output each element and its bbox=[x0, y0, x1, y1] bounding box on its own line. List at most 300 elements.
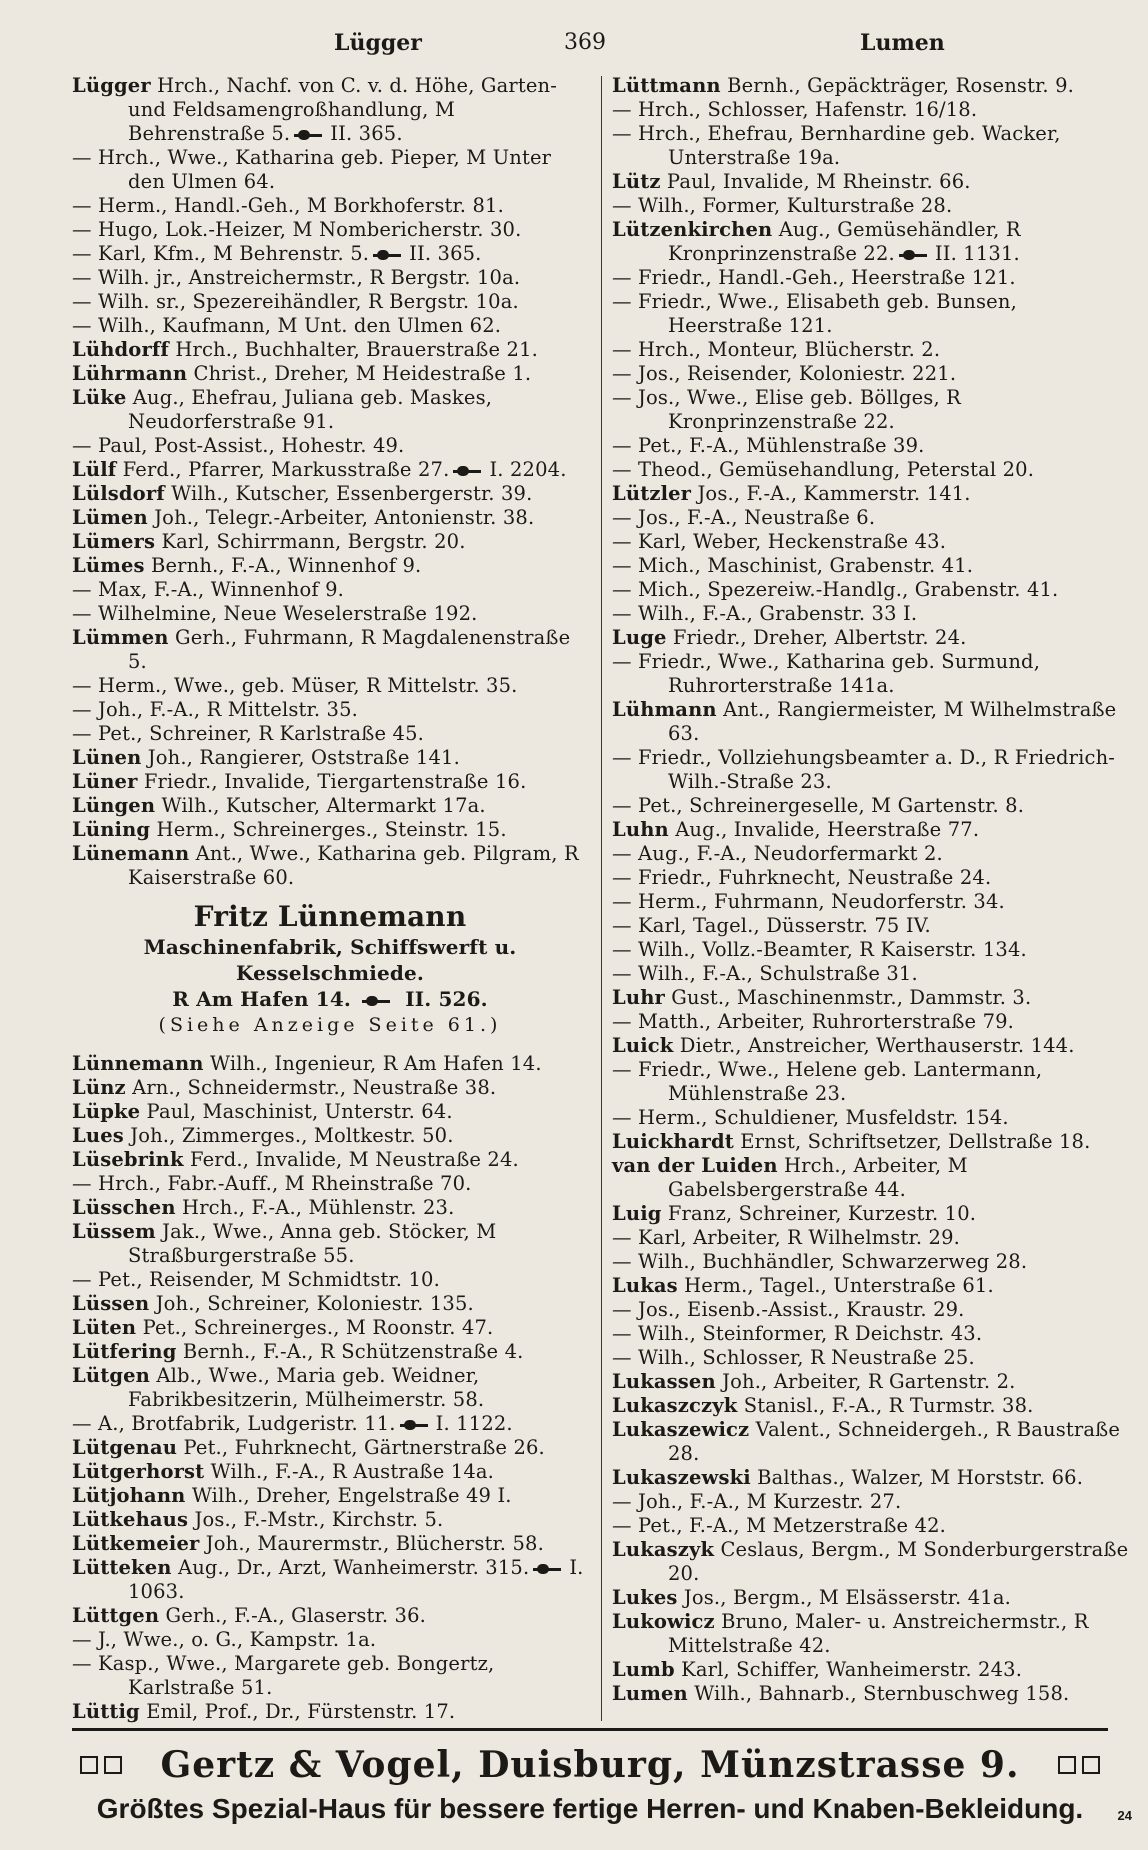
entry-details: — Pet., F.-A., Mühlenstraße 39. bbox=[612, 434, 925, 457]
directory-entry bbox=[612, 1490, 1134, 1514]
directory-entry bbox=[72, 1556, 592, 1604]
directory-entry bbox=[612, 1610, 1134, 1658]
directory-entry bbox=[612, 1034, 1134, 1058]
entry-details: Paul, Maschinist, Unterstr. 64. bbox=[140, 1100, 453, 1123]
directory-entry bbox=[612, 1418, 1134, 1466]
entry-details: Paul, Invalide, M Rheinstr. 66. bbox=[660, 170, 971, 193]
directory-entry bbox=[612, 1058, 1134, 1106]
entry-surname: Luig bbox=[612, 1202, 662, 1225]
directory-entry bbox=[612, 1514, 1134, 1538]
entry-details: — Herm., Schuldiener, Musfeldstr. 154. bbox=[612, 1106, 1009, 1129]
directory-entry bbox=[72, 1196, 592, 1220]
left-entry-list-2 bbox=[72, 1052, 592, 1724]
entry-surname: Lumb bbox=[612, 1658, 675, 1681]
page-number: 369 bbox=[564, 30, 606, 55]
directory-entry bbox=[612, 218, 1134, 266]
entry-details: — Friedr., Fuhrknecht, Neustraße 24. bbox=[612, 866, 992, 889]
directory-entry bbox=[72, 338, 592, 362]
entry-surname: Lütgerhorst bbox=[72, 1460, 205, 1483]
column-divider bbox=[601, 76, 602, 1721]
entry-details: Aug., Invalide, Heerstraße 77. bbox=[668, 818, 980, 841]
entry-details: Wilh., Bahnarb., Sternbuschweg 158. bbox=[687, 1682, 1070, 1705]
ad-title: Fritz Lünnemann bbox=[193, 900, 467, 933]
entry-surname: Lüke bbox=[72, 386, 127, 409]
entry-surname: Lüten bbox=[72, 1316, 137, 1339]
entry-surname: Lütjohann bbox=[72, 1484, 186, 1507]
entry-details: — Wilh., F.-A., Grabenstr. 33 I. bbox=[612, 602, 918, 625]
directory-entry bbox=[612, 1130, 1134, 1154]
entry-surname: Lünz bbox=[72, 1076, 126, 1099]
directory-entry bbox=[72, 1532, 592, 1556]
entry-details: — Wilh., Schlosser, R Neustraße 25. bbox=[612, 1346, 975, 1369]
entry-details: Valent., Schneidergeh., R Baustraße 28. bbox=[668, 1418, 1121, 1465]
directory-entry bbox=[72, 1508, 592, 1532]
entry-details: Gerh., Fuhrmann, R Magdalenenstraße 5. bbox=[128, 626, 571, 673]
telephone-icon bbox=[453, 466, 485, 476]
entry-surname: Lülf bbox=[72, 458, 117, 481]
directory-entry bbox=[72, 794, 592, 818]
footer-advertisement bbox=[72, 1740, 1132, 1830]
entry-surname: Lukassen bbox=[612, 1370, 716, 1393]
directory-entry bbox=[72, 602, 592, 626]
banner-slogan-line: Größtes Spezial-Haus für bessere fertige Herren- und Knaben-Bekleidung. bbox=[96, 1793, 1084, 1824]
directory-entry bbox=[612, 1298, 1134, 1322]
entry-details: — Hrch., Ehefrau, Bernhardine geb. Wacker, Unterstraße 19a. bbox=[612, 122, 1061, 169]
directory-entry bbox=[72, 746, 592, 770]
entry-details: Wilh., Dreher, Engelstraße 49 I. bbox=[185, 1484, 512, 1507]
entry-details: — Friedr., Vollziehungsbeamter a. D., R Friedrich-Wilh.-Straße 23. bbox=[612, 746, 1116, 793]
entry-surname: Lues bbox=[72, 1124, 124, 1147]
directory-entry bbox=[612, 554, 1134, 578]
signature-mark: 24 bbox=[1117, 1808, 1132, 1823]
directory-entry bbox=[612, 362, 1134, 386]
directory-entry bbox=[612, 626, 1134, 650]
entry-surname: Lünnemann bbox=[72, 1052, 204, 1075]
directory-entry bbox=[72, 1604, 592, 1628]
directory-entry bbox=[612, 1154, 1134, 1202]
entry-details: — Hugo, Lok.-Heizer, M Nombericherstr. 30. bbox=[72, 218, 522, 241]
entry-details: — Mich., Maschinist, Grabenstr. 41. bbox=[612, 554, 974, 577]
directory-entry bbox=[612, 938, 1134, 962]
directory-entry bbox=[612, 338, 1134, 362]
entry-details: — Matth., Arbeiter, Ruhrorterstraße 79. bbox=[612, 1010, 1015, 1033]
directory-entry bbox=[612, 170, 1134, 194]
directory-entry bbox=[72, 1052, 592, 1076]
banner-company-line: Gertz & Vogel, Duisburg, Münzstrasse 9. bbox=[160, 1744, 1020, 1786]
directory-entry bbox=[612, 578, 1134, 602]
entry-phone: I. 2204. bbox=[489, 458, 567, 481]
entry-details: — Paul, Post-Assist., Hohestr. 49. bbox=[72, 434, 405, 457]
directory-entry bbox=[72, 146, 592, 194]
entry-surname: Lütteken bbox=[72, 1556, 172, 1579]
directory-entry bbox=[612, 650, 1134, 698]
telephone-icon bbox=[899, 250, 931, 260]
entry-details: — Joh., F.-A., R Mittelstr. 35. bbox=[72, 698, 358, 721]
directory-entry bbox=[72, 1220, 592, 1268]
entry-details: Karl, Schiffer, Wanheimerstr. 243. bbox=[674, 1658, 1023, 1681]
directory-entry bbox=[612, 1106, 1134, 1130]
entry-surname: Lüpke bbox=[72, 1100, 141, 1123]
entry-details: — Pet., Schreiner, R Karlstraße 45. bbox=[72, 722, 424, 745]
entry-details: — Karl, Kfm., M Behrenstr. 5. bbox=[72, 242, 370, 265]
entry-details: Ferd., Invalide, M Neustraße 24. bbox=[183, 1148, 519, 1171]
entry-details: Aug., Dr., Arzt, Wanheimerstr. 315. bbox=[171, 1556, 530, 1579]
entry-details: Wilh., Kutscher, Essenbergerstr. 39. bbox=[164, 482, 533, 505]
entry-details: — Max, F.-A., Winnenhof 9. bbox=[72, 578, 345, 601]
entry-details: Pet., Fuhrknecht, Gärtnerstraße 26. bbox=[177, 1436, 545, 1459]
telephone-icon bbox=[362, 996, 394, 1006]
entry-phone: II. 365. bbox=[330, 122, 403, 145]
directory-entry bbox=[72, 1268, 592, 1292]
directory-entry bbox=[72, 1484, 592, 1508]
entry-details: Stanisl., F.-A., R Turmstr. 38. bbox=[737, 1394, 1034, 1417]
entry-details: — Theod., Gemüsehandlung, Peterstal 20. bbox=[612, 458, 1035, 481]
telephone-icon bbox=[533, 1564, 565, 1574]
directory-entry bbox=[72, 386, 592, 434]
entry-surname: Lüttgen bbox=[72, 1604, 160, 1627]
directory-entry bbox=[612, 842, 1134, 866]
entry-surname: Lümers bbox=[72, 530, 156, 553]
entry-details: — Wilh., Buchhändler, Schwarzerweg 28. bbox=[612, 1250, 1028, 1273]
entry-surname: Lümmen bbox=[72, 626, 169, 649]
directory-entry bbox=[612, 1394, 1134, 1418]
directory-entry bbox=[612, 818, 1134, 842]
directory-entry bbox=[72, 1124, 592, 1148]
entry-details: — Jos., Eisenb.-Assist., Kraustr. 29. bbox=[612, 1298, 965, 1321]
directory-entry bbox=[72, 218, 592, 242]
entry-surname: Lütfering bbox=[72, 1340, 177, 1363]
entry-surname: Lütkemeier bbox=[72, 1532, 200, 1555]
entry-details: Jak., Wwe., Anna geb. Stöcker, M Straßburgerstraße 55. bbox=[128, 1220, 497, 1267]
directory-entry bbox=[72, 1364, 592, 1412]
right-column bbox=[612, 74, 1134, 1706]
entry-details: Gust., Maschinenmstr., Dammstr. 3. bbox=[664, 986, 1032, 1009]
entry-details: — Hrch., Fabr.-Auff., M Rheinstraße 70. bbox=[72, 1172, 472, 1195]
directory-entry bbox=[612, 194, 1134, 218]
entry-details: Ferd., Pfarrer, Markusstraße 27. bbox=[116, 458, 450, 481]
directory-entry bbox=[72, 1292, 592, 1316]
directory-entry bbox=[72, 362, 592, 386]
entry-details: Aug., Ehefrau, Juliana geb. Maskes, Neudorferstraße 91. bbox=[126, 386, 493, 433]
directory-entry bbox=[612, 1682, 1134, 1706]
entry-details: Balthas., Walzer, M Horststr. 66. bbox=[750, 1466, 1084, 1489]
directory-entry bbox=[72, 1172, 592, 1196]
entry-details: Karl, Schirrmann, Bergstr. 20. bbox=[155, 530, 466, 553]
entry-details: Friedr., Invalide, Tiergartenstraße 16. bbox=[137, 770, 527, 793]
directory-entry bbox=[72, 1340, 592, 1364]
directory-entry bbox=[612, 98, 1134, 122]
directory-entry bbox=[72, 1652, 592, 1700]
entry-details: Bernh., F.-A., R Schützenstraße 4. bbox=[176, 1340, 524, 1363]
directory-entry bbox=[72, 1460, 592, 1484]
entry-phone: I. 1063. bbox=[128, 1556, 584, 1603]
advertisement-inline bbox=[68, 900, 592, 1038]
entry-details: Bernh., Gepäckträger, Rosenstr. 9. bbox=[720, 74, 1074, 97]
entry-surname: Lümen bbox=[72, 506, 148, 529]
directory-entry bbox=[72, 482, 592, 506]
directory-entry bbox=[612, 1322, 1134, 1346]
entry-details: — Wilh., Kaufmann, M Unt. den Ulmen 62. bbox=[72, 314, 502, 337]
entry-details: — Pet., F.-A., M Metzerstraße 42. bbox=[612, 1514, 947, 1537]
entry-surname: Luickhardt bbox=[612, 1130, 734, 1153]
entry-details: Hrch., Arbeiter, M Gabelsbergerstraße 44. bbox=[668, 1154, 968, 1201]
directory-entry bbox=[72, 626, 592, 674]
directory-entry bbox=[72, 266, 592, 290]
directory-entry bbox=[72, 674, 592, 698]
directory-entry bbox=[612, 962, 1134, 986]
directory-entry bbox=[72, 1700, 592, 1724]
entry-details: — Wilh. sr., Spezereihändler, R Bergstr. 10a. bbox=[72, 290, 519, 313]
directory-entry bbox=[72, 578, 592, 602]
directory-entry bbox=[72, 74, 592, 146]
entry-details: Jos., Bergm., M Elsässerstr. 41a. bbox=[677, 1586, 1011, 1609]
entry-details: — Karl, Arbeiter, R Wilhelmstr. 29. bbox=[612, 1226, 961, 1249]
directory-entry bbox=[72, 770, 592, 794]
directory-entry bbox=[612, 266, 1134, 290]
entry-details: — Wilh., Former, Kulturstraße 28. bbox=[612, 194, 953, 217]
entry-details: Christ., Dreher, M Heidestraße 1. bbox=[187, 362, 532, 385]
entry-details: — Jos., F.-A., Neustraße 6. bbox=[612, 506, 876, 529]
entry-surname: Lüning bbox=[72, 818, 151, 841]
directory-entry bbox=[612, 1658, 1134, 1682]
entry-details: — Karl, Weber, Heckenstraße 43. bbox=[612, 530, 947, 553]
directory-entry bbox=[612, 1538, 1134, 1586]
directory-entry bbox=[612, 530, 1134, 554]
entry-surname: Lüsebrink bbox=[72, 1148, 184, 1171]
telephone-icon bbox=[400, 1420, 432, 1430]
entry-surname: Lukaszewicz bbox=[612, 1418, 750, 1441]
entry-details: — Aug., F.-A., Neudorfermarkt 2. bbox=[612, 842, 943, 865]
entry-details: — Karl, Tagel., Düsserstr. 75 IV. bbox=[612, 914, 931, 937]
directory-entry bbox=[612, 1370, 1134, 1394]
right-entry-list bbox=[612, 74, 1134, 1706]
entry-details: Franz, Schreiner, Kurzestr. 10. bbox=[661, 1202, 977, 1225]
entry-details: — Wilhelmine, Neue Weselerstraße 192. bbox=[72, 602, 478, 625]
entry-details: — Hrch., Monteur, Blücherstr. 2. bbox=[612, 338, 941, 361]
entry-details: Wilh., F.-A., R Austraße 14a. bbox=[204, 1460, 495, 1483]
entry-details: Ceslaus, Bergm., M Sonderburgerstraße 20. bbox=[668, 1538, 1129, 1585]
entry-details: Arn., Schneidermstr., Neustraße 38. bbox=[125, 1076, 497, 1099]
entry-details: Gerh., F.-A., Glaserstr. 36. bbox=[159, 1604, 427, 1627]
directory-entry bbox=[72, 554, 592, 578]
directory-entry bbox=[72, 434, 592, 458]
square-ornament-icon bbox=[1082, 1756, 1100, 1774]
entry-details: Dietr., Anstreicher, Werthauserstr. 144. bbox=[673, 1034, 1075, 1057]
entry-details: Wilh., Ingenieur, R Am Hafen 14. bbox=[203, 1052, 542, 1075]
directory-entry bbox=[612, 986, 1134, 1010]
directory-entry bbox=[612, 602, 1134, 626]
directory-entry bbox=[612, 746, 1134, 794]
directory-entry bbox=[612, 1466, 1134, 1490]
directory-entry bbox=[612, 914, 1134, 938]
directory-entry bbox=[72, 194, 592, 218]
entry-details: — Wilh. jr., Anstreichermstr., R Bergstr. 10a. bbox=[72, 266, 521, 289]
entry-details: Joh., Zimmerges., Moltkestr. 50. bbox=[123, 1124, 454, 1147]
ad-reference: (Siehe Anzeige Seite 61.) bbox=[158, 1014, 502, 1036]
directory-entry bbox=[72, 1628, 592, 1652]
ad-subtitle: Maschinenfabrik, Schiffswerft u. Kesselschmiede. bbox=[143, 935, 517, 985]
entry-surname: Lülsdorf bbox=[72, 482, 165, 505]
entry-surname: Lühmann bbox=[612, 698, 717, 721]
entry-details: Aug., Gemüsehändler, R Kronprinzenstraße 22. bbox=[668, 218, 1021, 265]
entry-surname: Lukaszewski bbox=[612, 1466, 751, 1489]
entry-surname: Lukas bbox=[612, 1274, 678, 1297]
entry-surname: Lütkehaus bbox=[72, 1508, 189, 1531]
entry-details: Hrch., Nachf. von C. v. d. Höhe, Garten- und Feldsamengroßhandlung, M Behrenstraße 5. bbox=[128, 74, 557, 145]
entry-details: Ant., Rangiermeister, M Wilhelmstraße 63. bbox=[668, 698, 1117, 745]
directory-entry bbox=[612, 122, 1134, 170]
directory-entry bbox=[612, 290, 1134, 338]
directory-entry bbox=[612, 1202, 1134, 1226]
directory-entry bbox=[72, 1436, 592, 1460]
entry-details: Jos., F.-A., Kammerstr. 141. bbox=[691, 482, 971, 505]
directory-entry bbox=[72, 1148, 592, 1172]
entry-phone: II. 1131. bbox=[934, 242, 1020, 265]
entry-details: Joh., Telegr.-Arbeiter, Antonienstr. 38. bbox=[147, 506, 535, 529]
entry-details: — Jos., Wwe., Elise geb. Böllges, R Kronprinzenstraße 22. bbox=[612, 386, 961, 433]
entry-surname: Lüngen bbox=[72, 794, 156, 817]
left-entry-list bbox=[72, 74, 592, 890]
entry-details: — Hrch., Schlosser, Hafenstr. 16/18. bbox=[612, 98, 978, 121]
entry-details: — A., Brotfabrik, Ludgeristr. 11. bbox=[72, 1412, 396, 1435]
left-column bbox=[72, 74, 592, 1724]
directory-entry bbox=[612, 482, 1134, 506]
entry-surname: van der Luiden bbox=[612, 1154, 778, 1177]
directory-entry bbox=[72, 314, 592, 338]
entry-details: Emil, Prof., Dr., Fürstenstr. 17. bbox=[139, 1700, 456, 1723]
entry-details: Hrch., Buchhalter, Brauerstraße 21. bbox=[168, 338, 538, 361]
entry-surname: Lügger bbox=[72, 74, 151, 97]
entry-details: Ant., Wwe., Katharina geb. Pilgram, R Kaiserstraße 60. bbox=[128, 842, 579, 889]
entry-surname: Lüttmann bbox=[612, 74, 721, 97]
directory-entry bbox=[612, 890, 1134, 914]
directory-entry bbox=[72, 1412, 592, 1436]
entry-surname: Lüttig bbox=[72, 1700, 140, 1723]
entry-details: — Herm., Fuhrmann, Neudorferstr. 34. bbox=[612, 890, 1005, 913]
entry-details: Joh., Maurermstr., Blücherstr. 58. bbox=[199, 1532, 544, 1555]
entry-details: Jos., F.-Mstr., Kirchstr. 5. bbox=[188, 1508, 444, 1531]
directory-entry bbox=[612, 1346, 1134, 1370]
entry-details: — Hrch., Wwe., Katharina geb. Pieper, M Unter den Ulmen 64. bbox=[72, 146, 552, 193]
entry-details: Friedr., Dreher, Albertstr. 24. bbox=[666, 626, 967, 649]
square-ornament-icon bbox=[1058, 1756, 1076, 1774]
header-left-keyword: Lügger bbox=[334, 30, 422, 56]
directory-entry bbox=[612, 506, 1134, 530]
page-header bbox=[72, 22, 1082, 62]
entry-details: Joh., Rangierer, Oststraße 141. bbox=[141, 746, 460, 769]
entry-details: Bernh., F.-A., Winnenhof 9. bbox=[144, 554, 422, 577]
directory-entry bbox=[612, 386, 1134, 434]
entry-details: — Jos., Reisender, Koloniestr. 221. bbox=[612, 362, 957, 385]
entry-details: Hrch., F.-A., Mühlenstr. 23. bbox=[175, 1196, 455, 1219]
directory-entry bbox=[612, 1586, 1134, 1610]
directory-entry bbox=[72, 818, 592, 842]
entry-phone: II. 365. bbox=[409, 242, 482, 265]
directory-entry bbox=[72, 506, 592, 530]
directory-entry bbox=[612, 1274, 1134, 1298]
entry-phone: I. 1122. bbox=[435, 1412, 513, 1435]
entry-surname: Lütgen bbox=[72, 1364, 151, 1387]
entry-details: — Friedr., Wwe., Helene geb. Lantermann, Mühlenstraße 23. bbox=[612, 1058, 1043, 1105]
entry-surname: Lührmann bbox=[72, 362, 188, 385]
directory-entry bbox=[72, 242, 592, 266]
entry-surname: Lüsschen bbox=[72, 1196, 176, 1219]
directory-entry bbox=[72, 842, 592, 890]
directory-entry bbox=[72, 290, 592, 314]
entry-details: — Mich., Spezereiw.-Handlg., Grabenstr. 41. bbox=[612, 578, 1059, 601]
entry-details: — Wilh., F.-A., Schulstraße 31. bbox=[612, 962, 918, 985]
telephone-icon bbox=[373, 250, 405, 260]
directory-entry bbox=[612, 794, 1134, 818]
directory-entry bbox=[612, 866, 1134, 890]
entry-details: — Herm., Wwe., geb. Müser, R Mittelstr. 35. bbox=[72, 674, 518, 697]
entry-details: — Kasp., Wwe., Margarete geb. Bongertz, Karlstraße 51. bbox=[72, 1652, 495, 1699]
entry-surname: Lütgenau bbox=[72, 1436, 178, 1459]
entry-surname: Lukaszyk bbox=[612, 1538, 715, 1561]
entry-details: Ernst, Schriftsetzer, Dellstraße 18. bbox=[733, 1130, 1091, 1153]
entry-details: Herm., Schreinerges., Steinstr. 15. bbox=[150, 818, 507, 841]
entry-surname: Luhn bbox=[612, 818, 669, 841]
directory-entry bbox=[72, 1076, 592, 1100]
entry-surname: Lukaszczyk bbox=[612, 1394, 738, 1417]
directory-entry bbox=[72, 1316, 592, 1340]
entry-surname: Lüssem bbox=[72, 1220, 156, 1243]
directory-entry bbox=[612, 74, 1134, 98]
entry-surname: Luge bbox=[612, 626, 667, 649]
entry-details: Wilh., Kutscher, Altermarkt 17a. bbox=[155, 794, 486, 817]
entry-surname: Lümes bbox=[72, 554, 145, 577]
entry-surname: Lützenkirchen bbox=[612, 218, 773, 241]
directory-entry bbox=[612, 1250, 1134, 1274]
entry-surname: Lukes bbox=[612, 1586, 678, 1609]
entry-details: Alb., Wwe., Maria geb. Weidner, Fabrikbesitzerin, Mülheimerstr. 58. bbox=[128, 1364, 485, 1411]
entry-details: — Friedr., Handl.-Geh., Heerstraße 121. bbox=[612, 266, 1016, 289]
entry-surname: Lüssen bbox=[72, 1292, 150, 1315]
entry-details: — Friedr., Wwe., Katharina geb. Surmund, Ruhrorterstraße 141a. bbox=[612, 650, 1041, 697]
entry-details: Joh., Arbeiter, R Gartenstr. 2. bbox=[715, 1370, 1016, 1393]
entry-details: Joh., Schreiner, Koloniestr. 135. bbox=[149, 1292, 474, 1315]
entry-details: — Friedr., Wwe., Elisabeth geb. Bunsen, Heerstraße 121. bbox=[612, 290, 1017, 337]
entry-surname: Lütz bbox=[612, 170, 661, 193]
entry-surname: Lukowicz bbox=[612, 1610, 715, 1633]
directory-entry bbox=[612, 698, 1134, 746]
entry-details: Bruno, Maler- u. Anstreichermstr., R Mittelstraße 42. bbox=[668, 1610, 1089, 1657]
directory-entry bbox=[612, 434, 1134, 458]
entry-details: — Wilh., Steinformer, R Deichstr. 43. bbox=[612, 1322, 983, 1345]
entry-surname: Lühdorff bbox=[72, 338, 169, 361]
banner-rule bbox=[72, 1728, 1108, 1731]
entry-surname: Lumen bbox=[612, 1682, 688, 1705]
entry-surname: Lünemann bbox=[72, 842, 190, 865]
entry-surname: Lünen bbox=[72, 746, 142, 769]
directory-entry bbox=[612, 1226, 1134, 1250]
ad-address: R Am Hafen 14. bbox=[172, 987, 351, 1011]
entry-surname: Luick bbox=[612, 1034, 674, 1057]
directory-entry bbox=[72, 530, 592, 554]
entry-surname: Luhr bbox=[612, 986, 665, 1009]
entry-details: — Wilh., Vollz.-Beamter, R Kaiserstr. 134. bbox=[612, 938, 1027, 961]
entry-surname: Lüner bbox=[72, 770, 138, 793]
entry-details: — Herm., Handl.-Geh., M Borkhoferstr. 81. bbox=[72, 194, 504, 217]
entry-details: Herm., Tagel., Unterstraße 61. bbox=[677, 1274, 994, 1297]
ad-address-line bbox=[68, 986, 592, 1012]
entry-details: — J., Wwe., o. G., Kampstr. 1a. bbox=[72, 1628, 377, 1651]
directory-entry bbox=[612, 1010, 1134, 1034]
entry-details: — Pet., Schreinergeselle, M Gartenstr. 8. bbox=[612, 794, 1025, 817]
entry-details: Pet., Schreinerges., M Roonstr. 47. bbox=[136, 1316, 494, 1339]
directory-entry bbox=[72, 458, 592, 482]
header-right-keyword: Lumen bbox=[860, 30, 945, 56]
